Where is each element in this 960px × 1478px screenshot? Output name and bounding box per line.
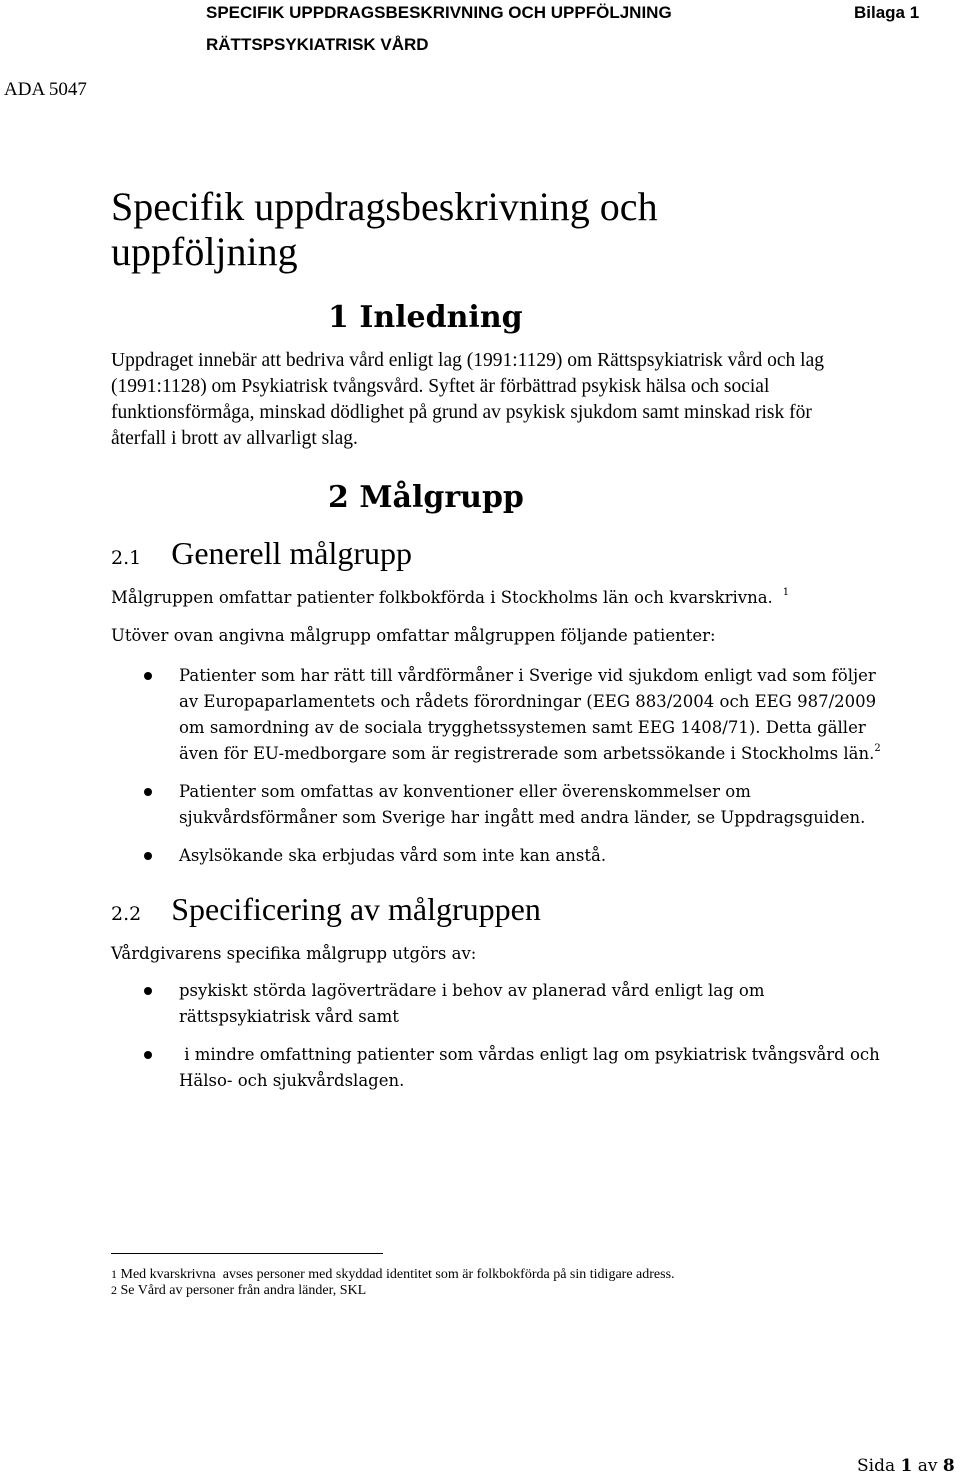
subsection-heading-specificering [111,891,541,928]
paragraph-text: Målgruppen omfattar patienter folkbokförda i Stockholms län och kvarskrivna. [111,588,773,607]
list-item-line [179,741,881,767]
list-item-line: psykiskt störda lagöverträdare i behov av planerad vård enligt lag om [179,981,765,1000]
list-item [179,843,881,869]
section-heading-inledning: 1 Inledning [328,300,523,335]
list-item-line: Patienter som omfattas av konventioner eller överenskommelser om [179,782,751,801]
document-title-line: uppföljning [111,229,298,274]
footnote-divider [111,1253,383,1254]
section-heading-malgrupp: 2 Målgrupp [328,480,524,515]
footnote-ref: 1 [782,587,790,598]
footnote-number: 2 [111,1283,117,1297]
appendix-label: Bilaga 1 [854,3,920,22]
footnote-ref: 2 [874,743,881,754]
list-item-line: rättspsykiatrisk vård samt [179,1007,399,1026]
subsection-number: 2.2 [111,903,142,925]
target-group-paragraph [111,585,789,611]
paragraph-line: återfall i brott av allvarligt slag. [111,428,358,449]
document-title-line: Specifik uppdragsbeskrivning och [111,184,658,229]
footnote-text: Med kvarskrivna avses personer med skyddad identitet som är folkbokförda på sin tidigare adress. [117,1267,675,1282]
total-pages: 8 [942,1456,955,1476]
additional-patients-paragraph: Utöver ovan angivna målgrupp omfattar målgruppen följande patienter: [111,626,716,645]
footnote-text: Se Vård av personer från andra länder, SKL [117,1283,367,1298]
document-title [111,184,658,274]
current-page: 1 [900,1456,913,1476]
list-item-line: om samordning av de sociala trygghetssystemen samt EEG 1408/71). Detta gäller [179,718,866,737]
subsection-title: Generell målgrupp [171,535,413,571]
bullet-icon [144,788,152,796]
footnote-number: 1 [111,1267,117,1281]
page-separator: av [912,1456,943,1476]
list-item-line: Asylsökande ska erbjudas vård som inte kan anstå. [179,846,607,865]
specific-bullet-list [179,978,880,1094]
page-number [857,1456,955,1476]
list-item-line: av Europaparlamentets och rådets förordningar (EEG 883/2004 och EEG 987/2009 [179,692,877,711]
list-item-line: i mindre omfattning patienter som vårdas enligt lag om psykiatrisk tvångsvård och [179,1045,880,1064]
patient-bullet-list [179,663,881,869]
bullet-icon [144,987,152,995]
intro-paragraph [111,348,824,452]
list-item-text: även för EU-medborgare som är registrerade som arbetssökande i Stockholms län. [179,744,875,763]
list-item [179,978,880,1030]
paragraph-line: funktionsförmåga, minskad dödlighet på grund av psykisk sjukdom samt minskad risk för [111,402,812,423]
paragraph-line: (1991:1128) om Psykiatrisk tvångsvård. Syftet är förbättrad psykisk hälsa och social [111,376,770,397]
footnote [111,1282,366,1299]
paragraph-line: Uppdraget innebär att bedriva vård enligt lag (1991:1129) om Rättspsykiatrisk vård och lag [111,350,825,371]
footnote [111,1266,675,1283]
list-item [179,663,881,767]
subsection-number: 2.1 [111,547,142,569]
header-title: SPECIFIK UPPDRAGSBESKRIVNING OCH UPPFÖLJNING [206,3,672,22]
list-item [179,779,881,831]
subsection-title: Specificering av målgruppen [171,891,541,927]
document-code: ADA 5047 [4,79,87,100]
bullet-icon [144,852,152,860]
list-item-line: Hälso- och sjukvårdslagen. [179,1071,405,1090]
specific-group-intro: Vårdgivarens specifika målgrupp utgörs av: [111,944,477,963]
header-subtitle: RÄTTSPSYKIATRISK VÅRD [206,35,429,54]
list-item-line: Patienter som har rätt till vårdförmåner i Sverige vid sjukdom enligt vad som följer [179,666,876,685]
bullet-icon [144,672,152,680]
list-item [179,1042,880,1094]
subsection-heading-generell [111,535,412,572]
page-label: Sida [857,1456,901,1476]
bullet-icon [144,1051,152,1059]
list-item-line: sjukvårdsförmåner som Sverige har ingått med andra länder, se Uppdragsguiden. [179,808,866,827]
